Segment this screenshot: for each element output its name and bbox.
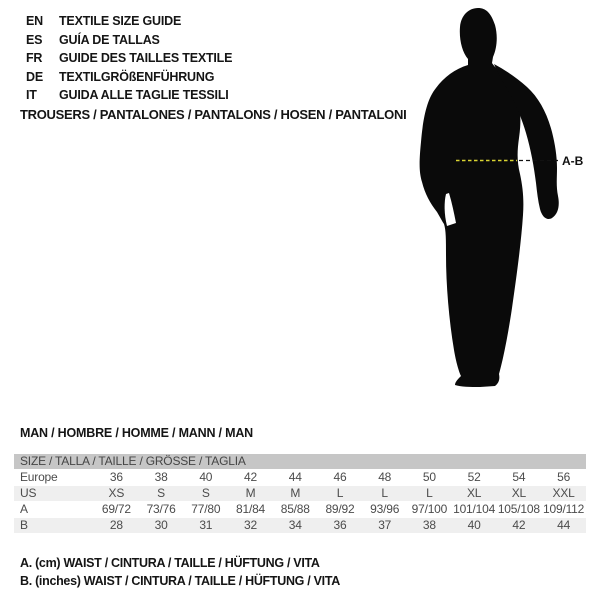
language-list-item <box>26 86 232 105</box>
size-table-header-row <box>14 454 586 469</box>
size-cell: 36 <box>318 517 363 533</box>
size-cell: 40 <box>183 469 228 485</box>
category-title: TROUSERS / PANTALONES / PANTALONS / HOSEN / PANTALONI <box>20 107 407 122</box>
size-cell: M <box>228 485 273 501</box>
size-cell: 42 <box>228 469 273 485</box>
size-cell: 37 <box>362 517 407 533</box>
language-list-item <box>26 31 232 50</box>
hand-notch <box>445 193 456 226</box>
size-cell: 93/96 <box>362 501 407 517</box>
size-cell: 31 <box>183 517 228 533</box>
size-cell: XS <box>94 485 139 501</box>
language-code: EN <box>26 14 43 28</box>
size-cell: 46 <box>318 469 363 485</box>
size-cell: S <box>139 485 184 501</box>
size-cell: 44 <box>541 517 586 533</box>
row-label: A <box>14 501 94 517</box>
table-row-a-cm <box>14 501 586 517</box>
size-cell: 97/100 <box>407 501 452 517</box>
size-cell: 48 <box>362 469 407 485</box>
size-cell: XL <box>496 485 541 501</box>
silhouette-arm <box>494 64 559 219</box>
silhouette-body <box>420 8 524 387</box>
language-code: FR <box>26 51 43 66</box>
size-cell: 81/84 <box>228 501 273 517</box>
language-label: GUÍA DE TALLAS <box>59 32 160 47</box>
size-table-header: SIZE / TALLA / TAILLE / GRÖSSE / TAGLIA <box>14 454 586 469</box>
size-cell: 36 <box>94 469 139 485</box>
row-label: B <box>14 517 94 533</box>
size-cell: 38 <box>407 517 452 533</box>
table-row-europe <box>14 469 586 485</box>
measure-label: A-B <box>562 154 584 168</box>
size-cell: 28 <box>94 517 139 533</box>
size-cell: 101/104 <box>453 502 496 516</box>
size-cell: 42 <box>496 517 541 533</box>
size-cell: 44 <box>273 469 318 485</box>
language-code: DE <box>26 69 43 84</box>
language-list-item <box>26 49 232 68</box>
size-cell: L <box>362 485 407 501</box>
size-cell: 73/76 <box>139 501 184 517</box>
size-cell: 54 <box>496 469 541 485</box>
size-cell: 52 <box>452 469 497 485</box>
language-code: ES <box>26 32 43 47</box>
table-row-us <box>14 485 586 501</box>
size-cell: M <box>273 485 318 501</box>
size-cell: 38 <box>139 469 184 485</box>
size-cell: 105/108 <box>497 502 540 516</box>
language-label: TEXTILGRÖßENFÜHRUNG <box>59 69 215 84</box>
size-cell: 32 <box>228 517 273 533</box>
size-cell: 34 <box>273 517 318 533</box>
size-cell: 40 <box>452 517 497 533</box>
size-cell: 109/112 <box>543 502 585 516</box>
gender-title: MAN / HOMBRE / HOMME / MANN / MAN <box>20 426 253 440</box>
size-cell: 85/88 <box>273 501 318 517</box>
row-label: US <box>14 485 94 501</box>
size-cell: XL <box>452 485 497 501</box>
size-cell: 77/80 <box>183 501 228 517</box>
size-table <box>14 454 586 534</box>
size-cell: 89/92 <box>318 501 363 517</box>
measurement-notes <box>20 555 340 590</box>
language-list <box>26 12 232 105</box>
size-cell: XXL <box>541 485 586 501</box>
language-label: TEXTILE SIZE GUIDE <box>59 14 182 28</box>
size-cell: 69/72 <box>94 501 139 517</box>
size-cell: 30 <box>139 517 184 533</box>
size-cell: L <box>318 485 363 501</box>
size-cell: 56 <box>541 469 586 485</box>
table-row-b-inches <box>14 517 586 533</box>
note-b-inches: B. (inches) WAIST / CINTURA / TAILLE / HÜFTUNG / VITA <box>20 573 340 588</box>
size-cell: L <box>407 485 452 501</box>
language-list-item <box>26 12 232 31</box>
language-code: IT <box>26 88 37 103</box>
size-cell: S <box>183 485 228 501</box>
note-a-cm: A. (cm) WAIST / CINTURA / TAILLE / HÜFTUNG / VITA <box>20 556 320 570</box>
language-label: GUIDE DES TAILLES TEXTILE <box>59 51 233 66</box>
row-label: Europe <box>14 469 94 485</box>
language-label: GUIDA ALLE TAGLIE TESSILI <box>59 88 229 103</box>
size-cell: 50 <box>407 469 452 485</box>
language-list-item <box>26 68 232 87</box>
